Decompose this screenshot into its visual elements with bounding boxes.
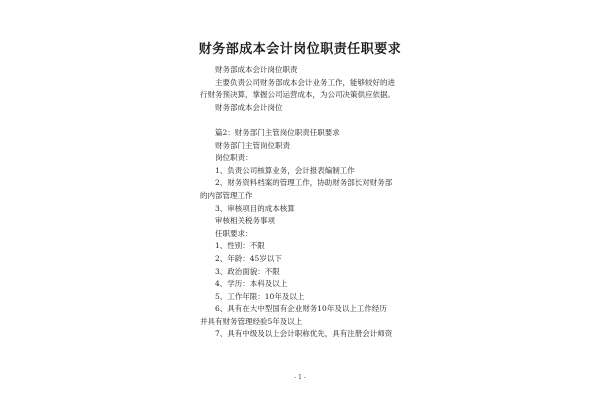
- list-item: 2、财务资料档案的管理工作，协助财务部长对财务部: [215, 178, 393, 188]
- list-item: 7、具有中级及以上会计职称优先，具有注册会计师资: [215, 329, 393, 339]
- body-line: 任职要求：: [215, 228, 253, 238]
- body-line: 岗位职责：: [215, 153, 253, 163]
- blank-line: [200, 114, 420, 127]
- body-line: 的内部管理工作: [200, 190, 253, 200]
- list-item: 3、政治面貌：不限: [215, 266, 280, 276]
- list-item: 2、年龄：45岁以下: [215, 253, 282, 263]
- document-body: [200, 64, 420, 341]
- body-line: 并具有财务管理经验5年及以上: [200, 316, 303, 326]
- body-line: 财务部成本会计岗位职责: [215, 65, 298, 74]
- list-item: 4、学历：本科及以上: [215, 279, 288, 289]
- list-item: 5、工作年限：10年及以上: [215, 291, 305, 301]
- body-line: 财务部成本会计岗位: [215, 102, 283, 112]
- document-title: 财务部成本会计岗位职责任职要求: [198, 42, 402, 57]
- page-number: - 1 -: [294, 374, 306, 381]
- list-item: 1、负责公司核算业务，会计报表编制工作: [215, 165, 355, 175]
- body-line: 审核相关税务事项: [215, 216, 275, 226]
- list-item: 1、性别：不限: [215, 241, 265, 251]
- body-line: 财务部门主管岗位职责: [215, 140, 290, 150]
- body-line: 主要负责公司财务部成本会计业务工作，能够较好的进: [215, 77, 395, 87]
- list-item: 6、具有在大中型国有企业财务10年及以上工作经历: [215, 304, 387, 314]
- list-item: 3、审核项目的成本核算: [215, 203, 295, 213]
- body-line: 行财务预决算，掌握公司运营成本，为公司决策供应依据。: [200, 90, 395, 100]
- section-heading: 篇2：财务部门主管岗位职责任职要求: [215, 127, 340, 137]
